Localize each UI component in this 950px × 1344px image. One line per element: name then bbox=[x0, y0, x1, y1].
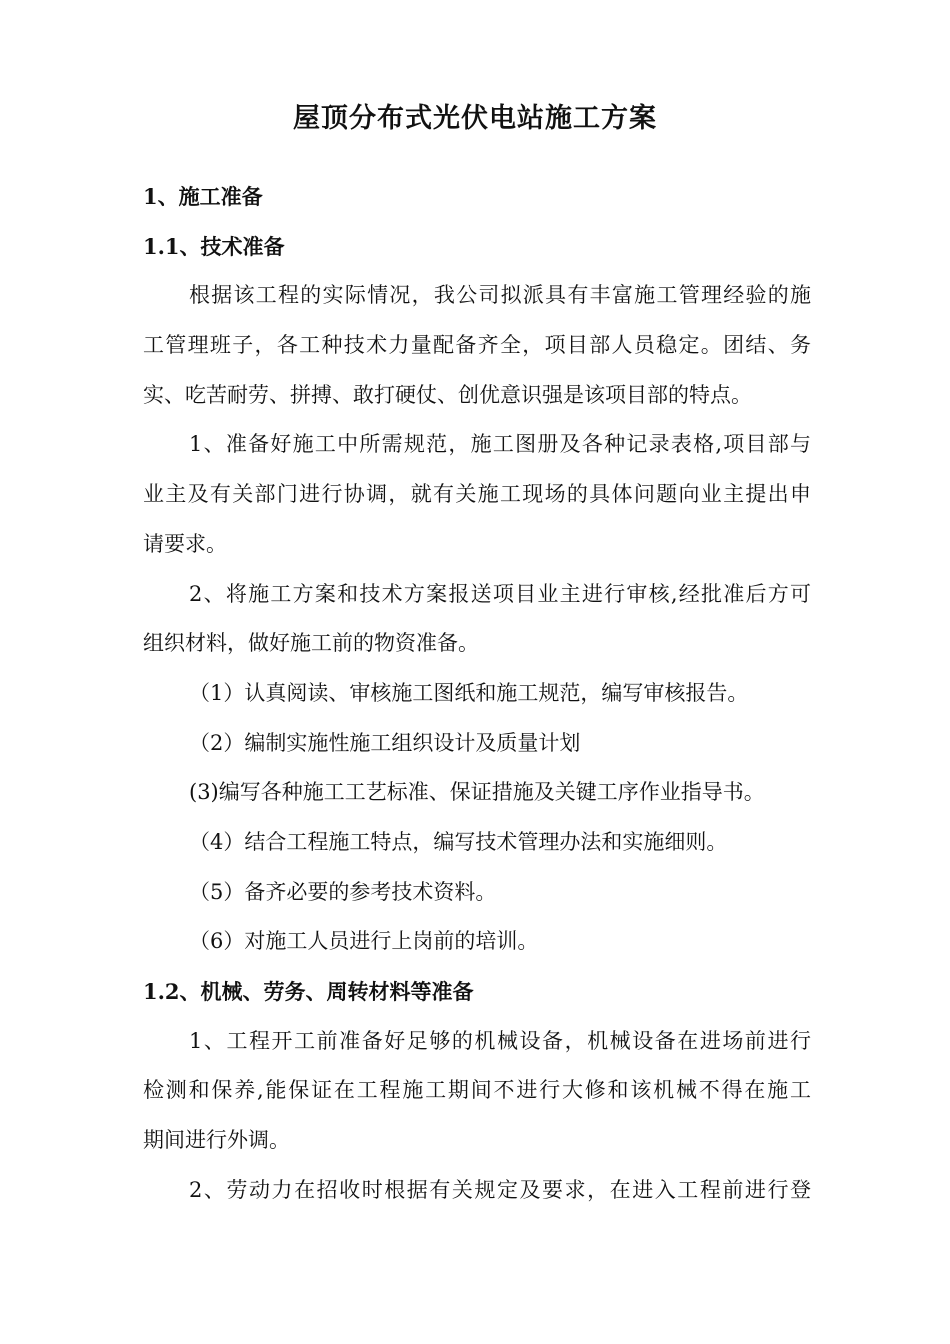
document-title: 屋顶分布式光伏电站施工方案 bbox=[293, 103, 657, 134]
paragraph-line: 检测和保养,能保证在工程施工期间不进行大修和该机械不得在施工 bbox=[143, 1078, 811, 1103]
list-item: （1）认真阅读、审核施工图纸和施工规范，编写审核报告。 bbox=[189, 680, 749, 705]
document-body bbox=[143, 172, 811, 1215]
paragraph-line: 期间进行外调。 bbox=[143, 1128, 290, 1153]
list-item: （6）对施工人员进行上岗前的培训。 bbox=[189, 929, 539, 954]
subsection-heading-1-2: 1.2、机械、劳务、周转材料等准备 bbox=[143, 979, 474, 1004]
list-item: （2）编制实施性施工组织设计及质量计划 bbox=[189, 730, 581, 755]
paragraph-line: 2、将施工方案和技术方案报送项目业主进行审核,经批准后方可 bbox=[189, 581, 811, 606]
paragraph-line: 根据该工程的实际情况，我公司拟派具有丰富施工管理经验的施 bbox=[189, 283, 811, 308]
list-item: (3)编写各种施工工艺标准、保证措施及关键工序作业指导书。 bbox=[189, 780, 765, 805]
section-heading-1: 1、施工准备 bbox=[143, 184, 263, 209]
paragraph-line: 业主及有关部门进行协调，就有关施工现场的具体问题向业主提出申 bbox=[143, 482, 811, 507]
paragraph-line: 1、工程开工前准备好足够的机械设备，机械设备在进场前进行 bbox=[189, 1028, 811, 1053]
paragraph-line: 2、劳动力在招收时根据有关规定及要求，在进入工程前进行登 bbox=[189, 1177, 811, 1202]
paragraph-line: 组织材料，做好施工前的物资准备。 bbox=[143, 631, 479, 656]
subsection-heading-1-1: 1.1、技术准备 bbox=[143, 233, 285, 259]
paragraph-line: 1、准备好施工中所需规范，施工图册及各种记录表格,项目部与 bbox=[189, 432, 811, 457]
paragraph-line: 实、吃苦耐劳、拼搏、敢打硬仗、创优意识强是该项目部的特点。 bbox=[143, 382, 752, 407]
list-item: （5）备齐必要的参考技术资料。 bbox=[189, 879, 497, 904]
paragraph-line: 请要求。 bbox=[143, 531, 227, 556]
list-item: （4）结合工程施工特点，编写技术管理办法和实施细则。 bbox=[189, 829, 728, 854]
paragraph-line: 工管理班子，各工种技术力量配备齐全，项目部人员稳定。团结、务 bbox=[143, 333, 811, 358]
